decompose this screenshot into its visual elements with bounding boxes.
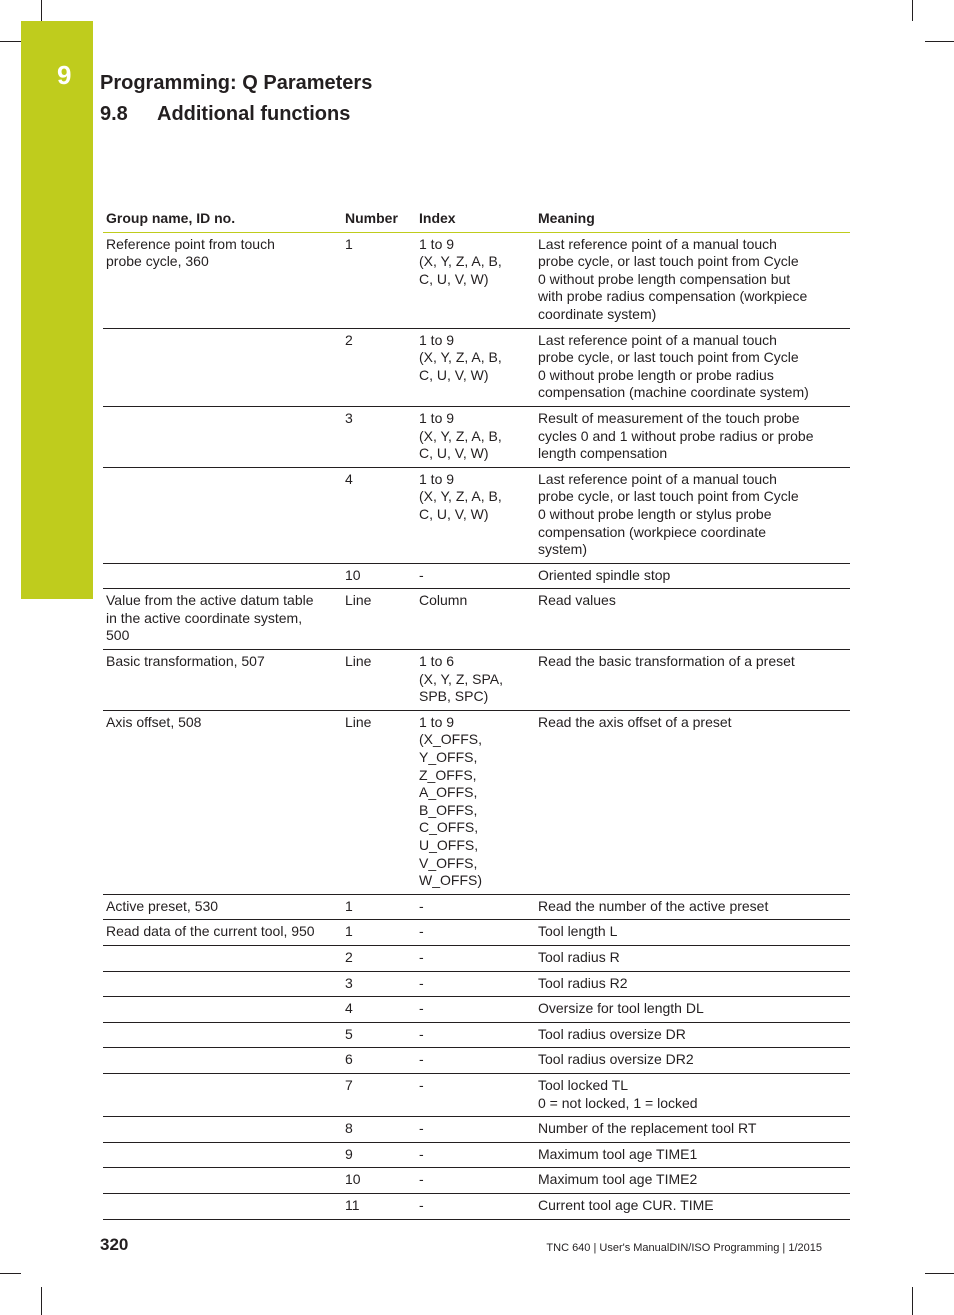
cell-group: Reference point from touch probe cycle, 360 bbox=[103, 232, 342, 328]
cell-index: - bbox=[416, 920, 535, 946]
cell-number: 11 bbox=[342, 1193, 416, 1219]
cell-index: - bbox=[416, 997, 535, 1023]
cell-number: 1 bbox=[342, 232, 416, 328]
cell-number: 5 bbox=[342, 1022, 416, 1048]
table-row bbox=[103, 467, 850, 563]
cell-meaning: Result of measurement of the touch probe cycles 0 and 1 without probe radius or probe length compensation bbox=[535, 406, 850, 467]
table-row bbox=[103, 406, 850, 467]
column-header-group: Group name, ID no. bbox=[103, 206, 342, 232]
page-number: 320 bbox=[100, 1235, 129, 1254]
cell-meaning: Tool length L bbox=[535, 920, 850, 946]
crop-mark bbox=[0, 41, 21, 42]
cell-meaning: Read the axis offset of a preset bbox=[535, 710, 850, 894]
cell-group bbox=[103, 406, 342, 467]
cell-index: - bbox=[416, 1168, 535, 1194]
cell-group bbox=[103, 563, 342, 589]
chapter-title: Programming: Q Parameters bbox=[100, 72, 373, 94]
cell-group bbox=[103, 997, 342, 1023]
cell-number: 6 bbox=[342, 1048, 416, 1074]
crop-mark bbox=[41, 1287, 42, 1315]
cell-index: - bbox=[416, 1022, 535, 1048]
cell-number: 1 bbox=[342, 920, 416, 946]
parameter-table bbox=[103, 206, 850, 1220]
cell-group: Axis offset, 508 bbox=[103, 710, 342, 894]
cell-group bbox=[103, 945, 342, 971]
crop-mark bbox=[41, 0, 42, 21]
cell-meaning: Tool radius R bbox=[535, 945, 850, 971]
cell-meaning: Read values bbox=[535, 589, 850, 650]
cell-group bbox=[103, 1193, 342, 1219]
cell-number: Line bbox=[342, 710, 416, 894]
table-row bbox=[103, 563, 850, 589]
cell-group: Value from the active datum table in the active coordinate system, 500 bbox=[103, 589, 342, 650]
cell-index: - bbox=[416, 563, 535, 589]
cell-meaning: Maximum tool age TIME1 bbox=[535, 1142, 850, 1168]
cell-group bbox=[103, 1142, 342, 1168]
cell-number: Line bbox=[342, 589, 416, 650]
section-number: 9.8 bbox=[100, 103, 128, 125]
cell-index: 1 to 9 (X, Y, Z, A, B, C, U, V, W) bbox=[416, 328, 535, 406]
cell-group bbox=[103, 1022, 342, 1048]
cell-number: Line bbox=[342, 650, 416, 711]
cell-meaning: Tool radius oversize DR2 bbox=[535, 1048, 850, 1074]
cell-number: 8 bbox=[342, 1117, 416, 1143]
crop-mark bbox=[912, 1287, 913, 1315]
cell-number: 4 bbox=[342, 467, 416, 563]
cell-meaning: Read the number of the active preset bbox=[535, 894, 850, 920]
column-header-number: Number bbox=[342, 206, 416, 232]
cell-meaning: Last reference point of a manual touch probe cycle, or last touch point from Cycle 0 without probe length or probe radius compensation (machine coordinate system) bbox=[535, 328, 850, 406]
cell-number: 3 bbox=[342, 406, 416, 467]
table-row bbox=[103, 328, 850, 406]
cell-number: 3 bbox=[342, 971, 416, 997]
cell-number: 10 bbox=[342, 563, 416, 589]
table-row bbox=[103, 894, 850, 920]
cell-number: 4 bbox=[342, 997, 416, 1023]
chapter-tab bbox=[21, 21, 93, 599]
table-row bbox=[103, 232, 850, 328]
cell-group: Read data of the current tool, 950 bbox=[103, 920, 342, 946]
cell-index: 1 to 9 (X, Y, Z, A, B, C, U, V, W) bbox=[416, 232, 535, 328]
section-title: Additional functions bbox=[157, 103, 351, 125]
cell-group bbox=[103, 971, 342, 997]
column-header-index: Index bbox=[416, 206, 535, 232]
cell-meaning: Oversize for tool length DL bbox=[535, 997, 850, 1023]
cell-meaning: Number of the replacement tool RT bbox=[535, 1117, 850, 1143]
crop-mark bbox=[912, 0, 913, 21]
cell-group bbox=[103, 328, 342, 406]
cell-index: - bbox=[416, 1073, 535, 1116]
cell-number: 2 bbox=[342, 945, 416, 971]
cell-index: - bbox=[416, 1193, 535, 1219]
cell-number: 10 bbox=[342, 1168, 416, 1194]
cell-index: - bbox=[416, 945, 535, 971]
section-heading bbox=[100, 103, 350, 126]
crop-mark bbox=[925, 1273, 954, 1274]
cell-meaning: Read the basic transformation of a preset bbox=[535, 650, 850, 711]
cell-meaning: Tool radius oversize DR bbox=[535, 1022, 850, 1048]
cell-meaning: Last reference point of a manual touch probe cycle, or last touch point from Cycle 0 without probe length or stylus probe compensation (workpiece coordinate system) bbox=[535, 467, 850, 563]
cell-index: - bbox=[416, 971, 535, 997]
cell-meaning: Maximum tool age TIME2 bbox=[535, 1168, 850, 1194]
cell-group: Active preset, 530 bbox=[103, 894, 342, 920]
cell-index: 1 to 6 (X, Y, Z, SPA, SPB, SPC) bbox=[416, 650, 535, 711]
cell-meaning: Tool locked TL 0 = not locked, 1 = locked bbox=[535, 1073, 850, 1116]
cell-number: 1 bbox=[342, 894, 416, 920]
cell-index: - bbox=[416, 1048, 535, 1074]
table-row bbox=[103, 1168, 850, 1194]
table-header-row bbox=[103, 206, 850, 232]
cell-index: 1 to 9 (X, Y, Z, A, B, C, U, V, W) bbox=[416, 467, 535, 563]
column-header-meaning: Meaning bbox=[535, 206, 850, 232]
table-row bbox=[103, 710, 850, 894]
cell-number: 9 bbox=[342, 1142, 416, 1168]
table-row bbox=[103, 1117, 850, 1143]
cell-group bbox=[103, 1168, 342, 1194]
cell-number: 7 bbox=[342, 1073, 416, 1116]
table-body bbox=[103, 232, 850, 1219]
cell-meaning: Last reference point of a manual touch probe cycle, or last touch point from Cycle 0 without probe length compensation but with probe radius compensation (workpiece coordinate system) bbox=[535, 232, 850, 328]
crop-mark bbox=[0, 1273, 21, 1274]
table-row bbox=[103, 589, 850, 650]
table-row bbox=[103, 1073, 850, 1116]
table-row bbox=[103, 997, 850, 1023]
table-row bbox=[103, 1193, 850, 1219]
cell-group bbox=[103, 1048, 342, 1074]
cell-group bbox=[103, 467, 342, 563]
table-row bbox=[103, 1142, 850, 1168]
table-row bbox=[103, 650, 850, 711]
crop-mark bbox=[925, 41, 954, 42]
table-row bbox=[103, 945, 850, 971]
cell-index: 1 to 9 (X, Y, Z, A, B, C, U, V, W) bbox=[416, 406, 535, 467]
cell-group: Basic transformation, 507 bbox=[103, 650, 342, 711]
cell-index: 1 to 9 (X_OFFS, Y_OFFS, Z_OFFS, A_OFFS, B_OFFS, C_OFFS, U_OFFS, V_OFFS, W_OFFS) bbox=[416, 710, 535, 894]
table-row bbox=[103, 920, 850, 946]
table-row bbox=[103, 1048, 850, 1074]
cell-index: - bbox=[416, 1117, 535, 1143]
footer-text: TNC 640 | User's ManualDIN/ISO Programming | 1/2015 bbox=[546, 1242, 822, 1254]
cell-group bbox=[103, 1117, 342, 1143]
cell-index: Column bbox=[416, 589, 535, 650]
cell-meaning: Tool radius R2 bbox=[535, 971, 850, 997]
table-row bbox=[103, 971, 850, 997]
cell-group bbox=[103, 1073, 342, 1116]
cell-number: 2 bbox=[342, 328, 416, 406]
cell-meaning: Oriented spindle stop bbox=[535, 563, 850, 589]
chapter-number: 9 bbox=[57, 60, 72, 90]
cell-meaning: Current tool age CUR. TIME bbox=[535, 1193, 850, 1219]
cell-index: - bbox=[416, 894, 535, 920]
table-row bbox=[103, 1022, 850, 1048]
cell-index: - bbox=[416, 1142, 535, 1168]
